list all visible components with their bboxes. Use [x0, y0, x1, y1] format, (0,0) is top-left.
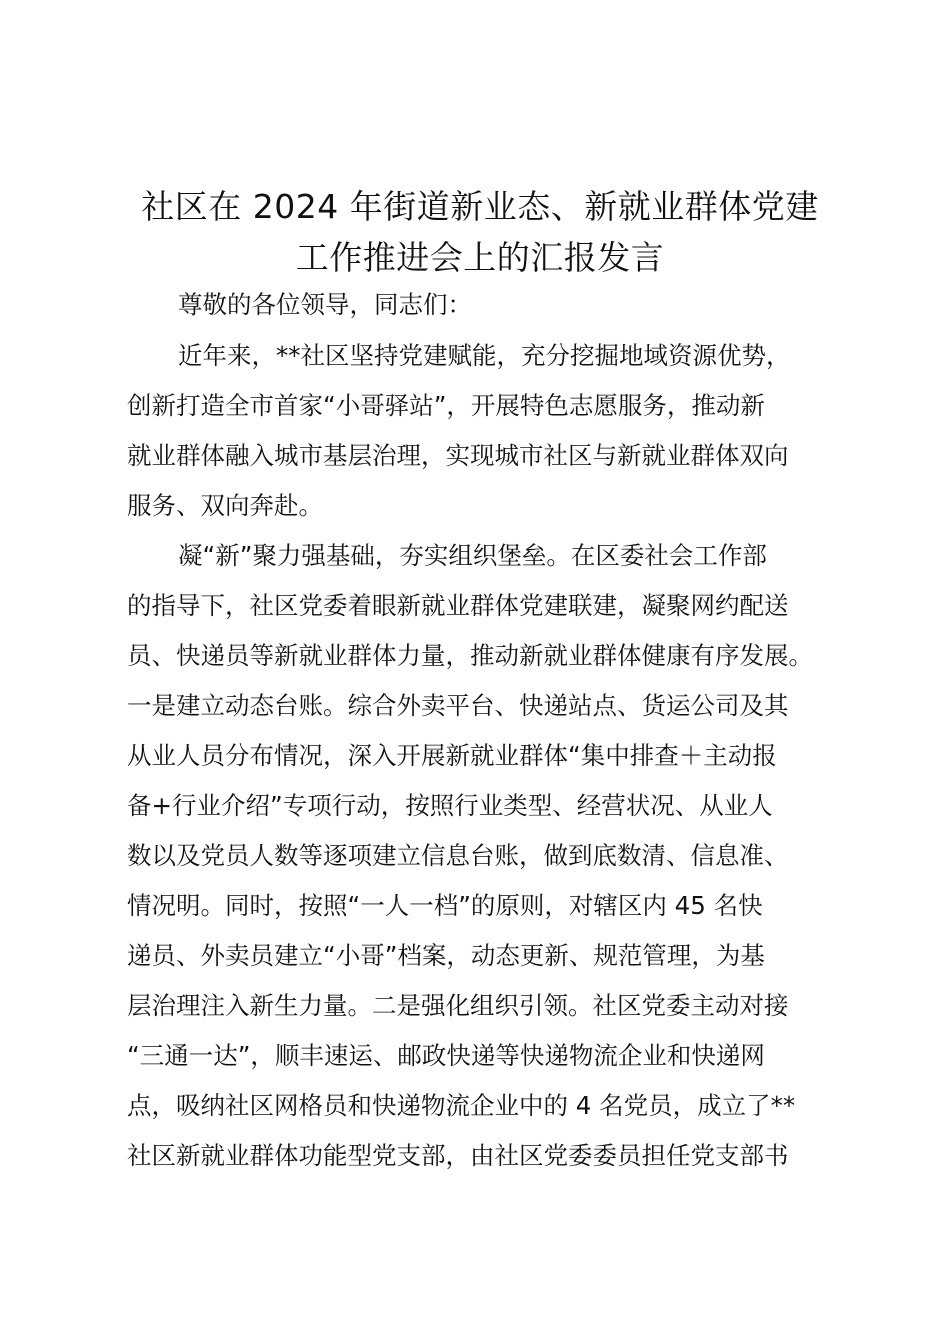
paragraph-line: 近年来，**社区坚持党建赋能，充分挖掘地域资源优势，: [178, 341, 791, 370]
paragraph-line: 数以及党员人数等逐项建立信息台账，做到底数清、信息准、: [127, 841, 789, 870]
paragraph-line: “三通一达”，顺丰速运、邮政快递等快递物流企业和快递网: [127, 1041, 765, 1070]
paragraph-line: 服务、双向奔赴。: [127, 491, 323, 520]
paragraph-line: 层治理注入新生力量。二是强化组织引领。社区党委主动对接: [127, 991, 789, 1020]
paragraph-line: 凝“新”聚力强基础，夯实组织堡垒。在区委社会工作部: [178, 541, 767, 570]
paragraph-line: 从业人员分布情况，深入开展新就业群体“集中排查＋主动报: [127, 741, 777, 770]
paragraph-line: 备+行业介绍”专项行动，按照行业类型、经营状况、从业人: [127, 791, 773, 820]
paragraph-line: 员、快递员等新就业群体力量，推动新就业群体健康有序发展。: [127, 641, 813, 670]
paragraph-line: 创新打造全市首家“小哥驿站”，开展特色志愿服务，推动新: [127, 391, 765, 420]
paragraph-line: 就业群体融入城市基层治理，实现城市社区与新就业群体双向: [127, 441, 789, 470]
paragraph-line: 情况明。同时，按照“一人一档”的原则，对辖区内 45 名快: [127, 891, 763, 920]
paragraph-line: 点，吸纳社区网格员和快递物流企业中的 4 名党员，成立了**: [127, 1091, 796, 1120]
document-title-line-2: 工作推进会上的汇报发言: [295, 238, 665, 277]
document-title-line-1: 社区在 2024 年街道新业态、新就业群体党建: [141, 187, 819, 226]
paragraph-line: 递员、外卖员建立“小哥”档案，动态更新、规范管理，为基: [127, 941, 765, 970]
paragraph-line: 社区新就业群体功能型党支部，由社区党委委员担任党支部书: [127, 1141, 789, 1170]
salutation: 尊敬的各位领导，同志们：: [178, 290, 472, 319]
paragraph-line: 一是建立动态台账。综合外卖平台、快递站点、货运公司及其: [127, 691, 789, 720]
paragraph-line: 的指导下，社区党委着眼新就业群体党建联建，凝聚网约配送: [127, 591, 789, 620]
